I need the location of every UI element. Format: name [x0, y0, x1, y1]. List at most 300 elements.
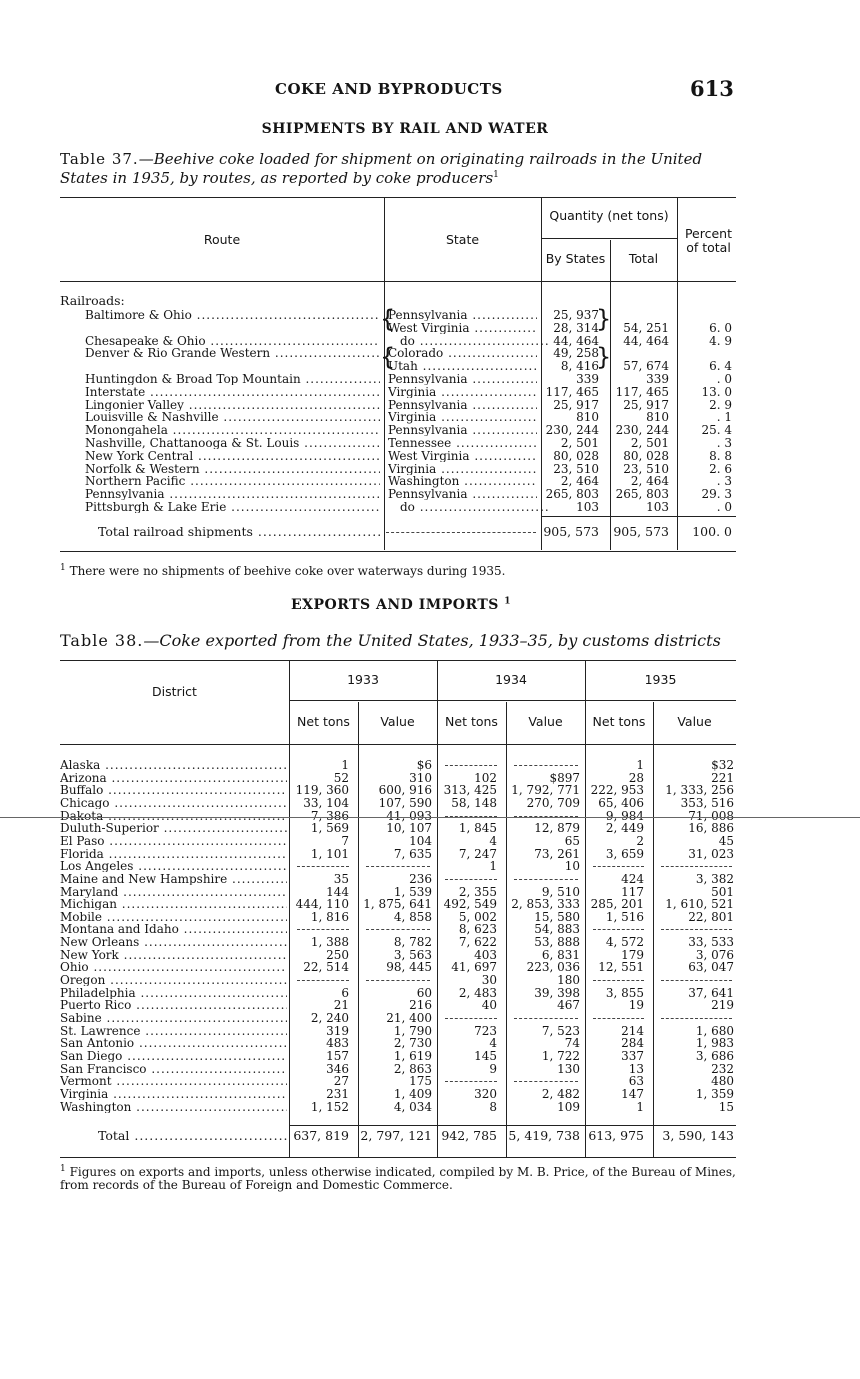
t37-by-states: 8, 416 — [560, 360, 599, 373]
table38-caption — [60, 631, 736, 650]
running-title: COKE AND BYPRODUCTS — [275, 80, 503, 98]
t38-empty-cell — [514, 879, 578, 880]
t38-cell: 223, 036 — [526, 961, 580, 974]
t38-cell: 480 — [711, 1075, 734, 1088]
t37-percent: 2. 6 — [709, 462, 732, 475]
t38-total-row — [60, 1130, 736, 1142]
t38-cell: 15, 580 — [534, 910, 580, 924]
t37-total: 810 — [646, 411, 669, 424]
t38-cell: 35 — [333, 872, 349, 886]
t38-cell: 284 — [621, 1037, 644, 1050]
t38-cell: 73, 261 — [534, 847, 580, 860]
t38-cell: 346 — [326, 1062, 349, 1075]
t38-cell: 12, 879 — [534, 822, 580, 835]
t38-cell: $6 — [416, 759, 432, 772]
t37-by-states: 25, 917 — [553, 398, 599, 411]
t37-total: 23, 510 — [623, 462, 669, 475]
t38-cell: 467 — [557, 999, 580, 1012]
t38-cell: 723 — [474, 1024, 497, 1037]
t37-total: 230, 244 — [615, 424, 669, 437]
t38-cell: 216 — [409, 999, 432, 1012]
t37-route: Norfolk & Western ..... — [85, 463, 380, 475]
t38-empty-cell — [297, 866, 349, 867]
t38-district: Philadelphia ..... — [60, 987, 287, 999]
t38-cell: 3, 563 — [393, 948, 432, 962]
t38-cell: 21, 400 — [386, 1012, 432, 1025]
t38-cell: 1, 409 — [393, 1087, 432, 1101]
t38-cell: 22, 514 — [303, 961, 349, 974]
t38-cell: 1, 816 — [310, 910, 349, 924]
t38-header-value-1933: Value — [380, 714, 415, 729]
t37-row — [60, 437, 736, 449]
t38-footnote — [60, 1166, 736, 1192]
t38-district: Oregon ..... — [60, 974, 287, 986]
t38-header-1934: 1934 — [495, 672, 527, 687]
t37-route: Huntingdon & Broad Top Mountain ..... — [85, 373, 380, 385]
t38-cell: 1, 610, 521 — [665, 898, 734, 911]
t37-by-states: 49, 258 — [553, 347, 599, 360]
t38-cell: 7, 635 — [393, 847, 432, 860]
t38-cell: 1, 359 — [695, 1087, 734, 1101]
t38-district: Maine and New Hampshire ..... — [60, 873, 287, 885]
t38-cell: 313, 425 — [443, 784, 497, 797]
t38-row — [60, 772, 736, 784]
t38-cell: 1, 569 — [310, 822, 349, 835]
t38-cell: 54, 883 — [534, 923, 580, 936]
t37-by-states: 2, 501 — [560, 437, 599, 450]
t38-cell: 30 — [481, 974, 497, 987]
t38-row — [60, 1101, 736, 1113]
t38-cell: 65, 406 — [598, 796, 644, 810]
t38-row — [60, 936, 736, 948]
t37-header-percent: Percent of total — [684, 226, 733, 255]
t38-cell: 147 — [621, 1087, 644, 1101]
t37-row — [60, 450, 736, 462]
t38-row — [60, 873, 736, 885]
t37-total: 80, 028 — [623, 449, 669, 463]
t38-cell: 33, 104 — [303, 796, 349, 810]
t38-header-net-tons-1935: Net tons — [592, 714, 646, 729]
t38-cell: 13 — [628, 1062, 644, 1075]
t37-state: Pennsylvania ..... — [388, 373, 537, 385]
t38-row — [60, 1050, 736, 1062]
t38-cell: 21 — [333, 999, 349, 1012]
t38-cell: 2 — [636, 834, 644, 848]
t37-percent: . 1 — [716, 411, 732, 424]
t38-cell: 1 — [636, 1100, 644, 1113]
t37-total-by-states: 905, 573 — [543, 526, 599, 539]
t38-cell: 231 — [326, 1087, 349, 1101]
t37-state: Pennsylvania ..... — [388, 309, 537, 321]
t38-cell: 71, 008 — [688, 809, 734, 822]
t37-route: New York Central ..... — [85, 450, 380, 462]
t38-row — [60, 999, 736, 1011]
table37-caption — [60, 150, 736, 188]
t38-cell: 4, 858 — [393, 910, 432, 924]
t37-footnote-text: There were no shipments of beehive coke over waterways during 1935. — [69, 564, 506, 578]
brace-icon: { — [380, 305, 396, 333]
t37-total-total: 905, 573 — [613, 526, 669, 539]
t37-total-row — [60, 526, 736, 538]
t37-total: 265, 803 — [615, 488, 669, 501]
t38-cell: 2, 853, 333 — [511, 898, 580, 911]
t38-empty-cell — [593, 1018, 644, 1019]
t37-total: 339 — [646, 373, 669, 386]
t38-row — [60, 1037, 736, 1049]
t38-row — [60, 1012, 736, 1024]
t38-cell: 179 — [621, 948, 644, 962]
t37-state: do ..... — [388, 501, 549, 513]
t37-percent: 29. 3 — [701, 488, 732, 501]
t38-cell: 1 — [636, 759, 644, 772]
t38-row — [60, 822, 736, 834]
t37-total: 103 — [646, 501, 669, 514]
t38-empty-cell — [593, 929, 644, 930]
t38-cell: 424 — [621, 872, 644, 886]
t37-by-states: 44, 464 — [553, 334, 599, 347]
t38-empty-cell — [514, 1081, 578, 1082]
t38-cell: 22, 801 — [688, 910, 734, 924]
t38-cell: 63 — [628, 1075, 644, 1088]
t38-cell: 8 — [489, 1100, 497, 1113]
t38-cell: 483 — [326, 1037, 349, 1050]
t37-percent: 2. 9 — [709, 398, 732, 411]
t38-cell: 6 — [341, 986, 349, 999]
t38-district: New Orleans ..... — [60, 936, 287, 948]
t38-cell: 3, 686 — [695, 1049, 734, 1063]
t38-empty-cell — [445, 1018, 497, 1019]
t38-district: Puerto Rico ..... — [60, 999, 287, 1011]
t37-percent: . 3 — [716, 437, 732, 450]
t38-cell: 236 — [409, 872, 432, 886]
t38-cell: 2, 730 — [393, 1037, 432, 1050]
t37-state: West Virginia ..... — [388, 450, 537, 462]
t38-cell: 117 — [621, 885, 644, 898]
t38-cell: 175 — [409, 1075, 432, 1088]
t37-row — [60, 335, 736, 347]
t38-district: San Antonio ..... — [60, 1037, 287, 1049]
t38-cell: 337 — [621, 1049, 644, 1063]
table37-caption-text: —Beehive coke loaded for shipment on originating railroads in the United States in 1935, by routes, as reported by coke producers — [60, 150, 703, 187]
t37-state: Pennsylvania ..... — [388, 488, 537, 500]
t37-total-label: Total railroad shipments ..... — [98, 526, 380, 538]
page-number: 613 — [690, 76, 734, 101]
t38-cell: 3, 076 — [695, 948, 734, 962]
t38-cell: 157 — [326, 1049, 349, 1063]
t37-route: Northern Pacific ..... — [85, 475, 380, 487]
t37-by-states: 25, 937 — [553, 309, 599, 322]
t37-percent: . 0 — [716, 373, 732, 386]
t38-empty-cell — [661, 866, 732, 867]
t38-cell: 10 — [564, 860, 580, 873]
t38-total-cell: 3, 590, 143 — [662, 1130, 734, 1143]
t37-state: Utah ..... — [388, 360, 537, 372]
t38-cell: 3, 382 — [695, 872, 734, 886]
t37-state: Virginia ..... — [388, 463, 537, 475]
t38-district: Michigan ..... — [60, 898, 287, 910]
t37-by-states: 230, 244 — [545, 424, 599, 437]
t38-cell: 501 — [711, 885, 734, 898]
scan-line — [0, 817, 860, 818]
t38-row — [60, 961, 736, 973]
t37-state: West Virginia ..... — [388, 322, 537, 334]
t38-cell: 39, 398 — [534, 986, 580, 999]
t38-cell: 1, 790 — [393, 1024, 432, 1037]
t37-percent: 6. 0 — [709, 321, 732, 335]
t38-row — [60, 848, 736, 860]
t37-total: 44, 464 — [623, 334, 669, 347]
t38-cell: 9, 984 — [605, 809, 644, 822]
t37-row — [60, 488, 736, 500]
t38-empty-cell — [366, 929, 430, 930]
t38-cell: 15 — [718, 1100, 734, 1113]
t38-cell: 7, 247 — [458, 847, 497, 860]
t37-by-states: 80, 028 — [553, 449, 599, 463]
t38-cell: 3, 855 — [605, 986, 644, 999]
t38-cell: 492, 549 — [443, 898, 497, 911]
t38-district: Duluth-Superior ..... — [60, 822, 287, 834]
t38-cell: 16, 886 — [688, 822, 734, 835]
t37-state: Washington ..... — [388, 475, 537, 487]
t38-cell: 403 — [474, 948, 497, 962]
t38-cell: 10, 107 — [386, 822, 432, 835]
t38-cell: 353, 516 — [680, 796, 734, 810]
t38-cell: 219 — [711, 999, 734, 1012]
t37-by-states: 810 — [576, 411, 599, 424]
t37-route: Baltimore & Ohio ..... — [85, 309, 380, 321]
t37-percent: 4. 9 — [709, 334, 732, 347]
table37-caption-note: 1 — [493, 170, 499, 180]
t38-footnote-mark: 1 — [60, 1164, 66, 1174]
t38-district: New York ..... — [60, 949, 287, 961]
table37-label: Table 37. — [60, 150, 139, 168]
t37-header-state: State — [445, 232, 480, 247]
t38-cell: 41, 697 — [451, 961, 497, 974]
t37-by-states: 2, 464 — [560, 475, 599, 488]
t37-by-states: 265, 803 — [545, 488, 599, 501]
t38-cell: 7, 386 — [310, 809, 349, 822]
t37-state: Pennsylvania ..... — [388, 424, 537, 436]
t38-district: El Paso ..... — [60, 835, 287, 847]
t38-cell: 4 — [489, 1037, 497, 1050]
t37-route: Monongahela ..... — [85, 424, 380, 436]
t38-empty-cell — [593, 980, 644, 981]
t38-cell: 1, 680 — [695, 1024, 734, 1037]
t38-district: Washington ..... — [60, 1101, 287, 1113]
t38-cell: 7, 523 — [541, 1024, 580, 1037]
t38-cell: 74 — [564, 1037, 580, 1050]
t38-header-1933: 1933 — [347, 672, 379, 687]
t38-cell: 119, 360 — [295, 784, 349, 797]
t37-by-states: 28, 314 — [553, 321, 599, 335]
t38-total-cell: 942, 785 — [441, 1130, 497, 1143]
t38-header-district: District — [152, 684, 197, 699]
brace-icon: } — [596, 343, 612, 371]
running-head — [0, 78, 860, 100]
t38-cell: 1, 875, 641 — [363, 898, 432, 911]
t37-row — [60, 399, 736, 411]
t38-cell: 1, 792, 771 — [511, 784, 580, 797]
t38-cell: 40 — [481, 999, 497, 1012]
t38-cell: 7 — [341, 834, 349, 848]
t37-row — [60, 373, 736, 385]
t38-cell: 2, 355 — [458, 885, 497, 898]
t38-cell: 221 — [711, 771, 734, 784]
t38-header-net-tons-1934: Net tons — [445, 714, 498, 729]
t38-row — [60, 784, 736, 796]
t37-row — [60, 386, 736, 398]
t38-cell: 4, 034 — [393, 1100, 432, 1113]
t38-cell: 60 — [416, 986, 432, 999]
t38-cell: 144 — [326, 885, 349, 898]
t38-cell: 7, 622 — [458, 936, 497, 949]
t38-cell: 1, 388 — [310, 936, 349, 949]
t38-row — [60, 1025, 736, 1037]
section-title-exports — [6, 597, 796, 613]
t38-total-label: Total ..... — [98, 1130, 287, 1142]
t38-cell: 12, 551 — [598, 961, 644, 974]
t38-cell: 2, 863 — [393, 1062, 432, 1075]
t38-row — [60, 860, 736, 872]
t37-row — [60, 322, 736, 334]
brace-icon: } — [596, 305, 612, 333]
t38-footnote-text: Figures on exports and imports, unless otherwise indicated, compiled by M. B. Price, of the Bureau of Mines, from records of the Bureau of Foreign and Domestic Commerce. — [60, 1165, 736, 1192]
t38-cell: 180 — [557, 974, 580, 987]
t38-cell: 2, 482 — [541, 1087, 580, 1101]
t38-cell: 102 — [474, 771, 497, 784]
t38-cell: 1, 539 — [393, 885, 432, 898]
t37-route: Nashville, Chattanooga & St. Louis ..... — [85, 437, 380, 449]
t38-empty-cell — [445, 765, 497, 766]
t37-row — [60, 463, 736, 475]
t38-cell: 109 — [557, 1100, 580, 1113]
t38-cell: 214 — [621, 1024, 644, 1037]
t37-route: Interstate ..... — [85, 386, 380, 398]
table38-caption-text: —Coke exported from the United States, 1933–35, by customs districts — [143, 631, 721, 650]
t38-district: Chicago ..... — [60, 797, 287, 809]
t38-row — [60, 1063, 736, 1075]
t37-header-total: Total — [628, 251, 659, 266]
t38-total-cell: 5, 419, 738 — [508, 1130, 580, 1143]
section-title-shipments: SHIPMENTS BY RAIL AND WATER — [261, 121, 549, 137]
t37-state: Colorado ..... — [388, 347, 537, 359]
t37-percent: . 3 — [716, 475, 732, 488]
t38-cell: 232 — [711, 1062, 734, 1075]
t37-state: Virginia ..... — [388, 386, 537, 398]
t38-cell: 27 — [333, 1075, 349, 1088]
t38-cell: 1, 619 — [393, 1049, 432, 1063]
t37-percent: 25. 4 — [701, 424, 732, 437]
t37-route: Denver & Rio Grande Western ..... — [85, 347, 380, 359]
t38-cell: 37, 641 — [688, 986, 734, 999]
t38-row — [60, 987, 736, 999]
t38-empty-cell — [661, 1018, 732, 1019]
t38-district: St. Lawrence ..... — [60, 1025, 287, 1037]
t38-district: Florida ..... — [60, 848, 287, 860]
t38-cell: 1, 101 — [310, 847, 349, 860]
t38-row — [60, 797, 736, 809]
t38-cell: 6, 831 — [541, 948, 580, 962]
t37-row — [60, 360, 736, 372]
t38-row — [60, 1075, 736, 1087]
t37-header-route: Route — [203, 232, 241, 247]
t38-cell: 8, 623 — [458, 923, 497, 936]
t38-district: Dakota ..... — [60, 810, 287, 822]
t38-empty-cell — [445, 879, 497, 880]
t38-cell: 1, 516 — [605, 910, 644, 924]
t38-empty-cell — [366, 980, 430, 981]
t37-header-by-states: By States — [545, 251, 606, 266]
t38-cell: 9 — [489, 1062, 497, 1075]
t37-group-label — [60, 295, 736, 307]
t38-row — [60, 835, 736, 847]
t37-state: Pennsylvania ..... — [388, 399, 537, 411]
t37-percent: 13. 0 — [701, 385, 732, 399]
t38-cell: 1, 722 — [541, 1049, 580, 1063]
t38-header-net-tons-1933: Net tons — [297, 714, 350, 729]
t38-empty-cell — [661, 980, 732, 981]
t38-total-cell: 2, 797, 121 — [360, 1130, 432, 1143]
t38-district: Virginia ..... — [60, 1088, 287, 1100]
t38-row — [60, 759, 736, 771]
t38-cell: 19 — [628, 999, 644, 1012]
t38-row — [60, 949, 736, 961]
t38-cell: 600, 916 — [378, 784, 432, 797]
t37-row — [60, 501, 736, 513]
t38-empty-cell — [445, 1081, 497, 1082]
t38-cell: 1, 845 — [458, 822, 497, 835]
t38-total-cell: 637, 819 — [293, 1130, 349, 1143]
t38-header-value-1934: Value — [528, 714, 563, 729]
section-title-exports-text: EXPORTS AND IMPORTS — [290, 597, 499, 613]
t37-row — [60, 424, 736, 436]
t37-group-label-text: Railroads: — [60, 295, 125, 308]
t38-cell: 1 — [489, 860, 497, 873]
t38-cell: 310 — [409, 771, 432, 784]
t38-cell: 1, 333, 256 — [665, 784, 734, 797]
t38-district: Ohio ..... — [60, 961, 287, 973]
t38-empty-cell — [297, 980, 349, 981]
t37-footnote — [60, 565, 736, 578]
t38-cell: 250 — [326, 948, 349, 962]
t38-cell: 58, 148 — [451, 796, 497, 810]
t38-cell: 1, 983 — [695, 1037, 734, 1050]
t37-route: Chesapeake & Ohio ..... — [85, 335, 380, 347]
t38-district: Vermont ..... — [60, 1075, 287, 1087]
t37-route: Louisville & Nashville ..... — [85, 411, 380, 423]
t38-district: Arizona ..... — [60, 772, 287, 784]
t38-district: Buffalo ..... — [60, 784, 287, 796]
t38-cell: 53, 888 — [534, 936, 580, 949]
t38-cell: 33, 533 — [688, 936, 734, 949]
t38-cell: 4 — [489, 834, 497, 848]
t38-cell: 270, 709 — [526, 796, 580, 810]
t38-cell: 285, 201 — [590, 898, 644, 911]
t38-cell: 8, 782 — [393, 936, 432, 949]
t37-total: 117, 465 — [615, 385, 669, 399]
t38-district: San Diego ..... — [60, 1050, 287, 1062]
t37-percent: 6. 4 — [709, 360, 732, 373]
t38-row — [60, 898, 736, 910]
t38-cell: $32 — [711, 759, 734, 772]
t37-state: Tennessee ..... — [388, 437, 537, 449]
t38-row — [60, 923, 736, 935]
t38-cell: 5, 002 — [458, 910, 497, 924]
t37-footnote-mark: 1 — [60, 563, 66, 573]
table38-label: Table 38. — [60, 631, 144, 650]
t38-cell: 222, 953 — [590, 784, 644, 797]
t37-total: 25, 917 — [623, 398, 669, 411]
